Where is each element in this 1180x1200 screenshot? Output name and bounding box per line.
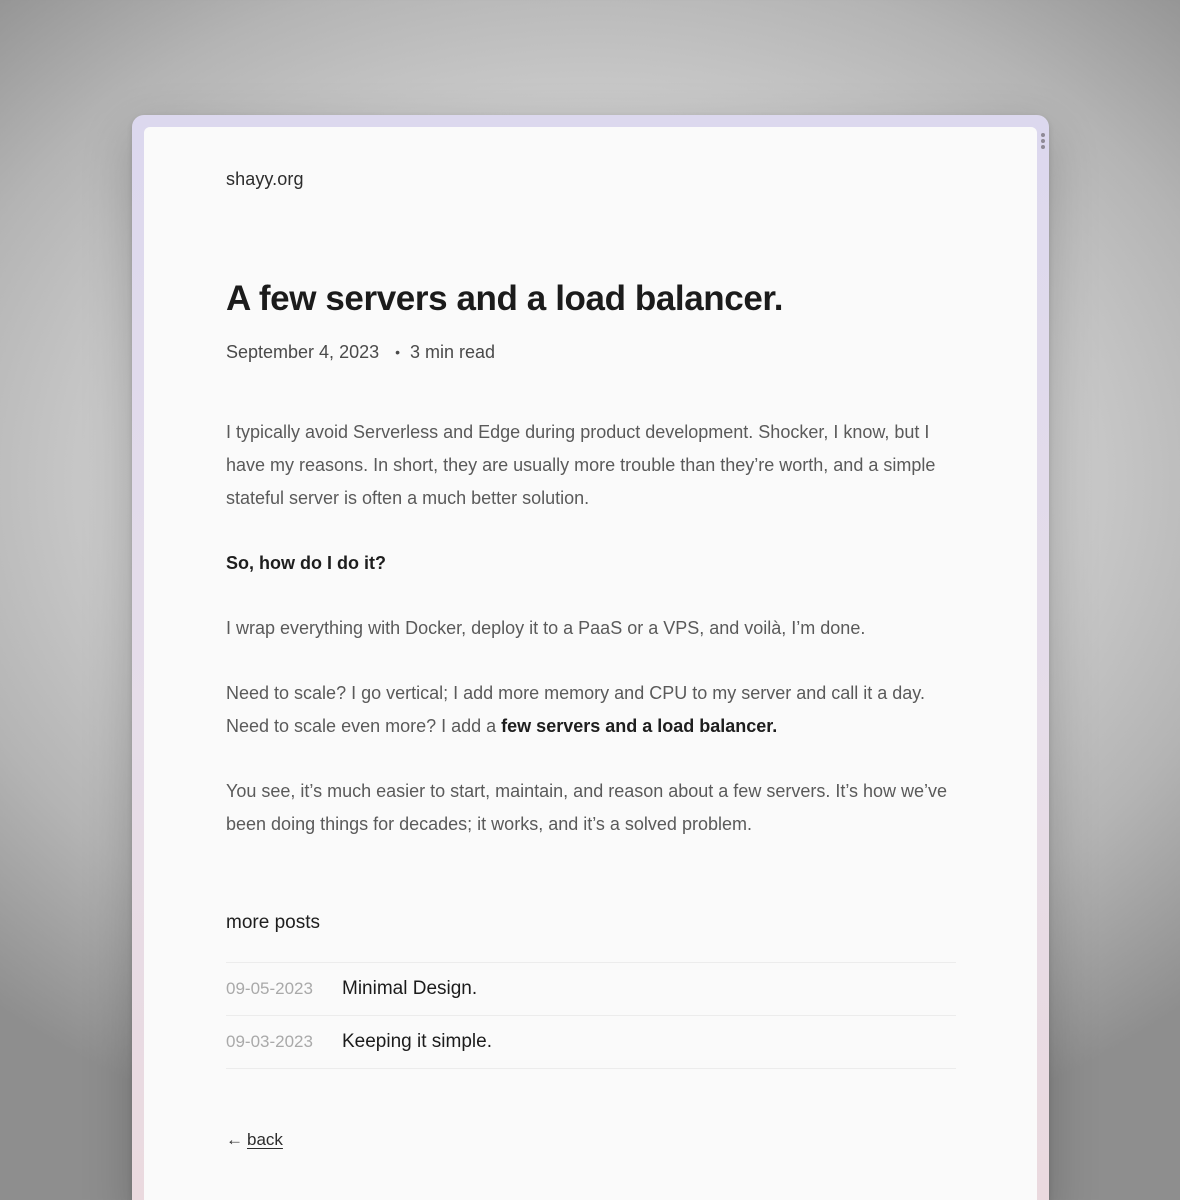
list-item[interactable]: [226, 963, 956, 1016]
paragraph-intro: I typically avoid Serverless and Edge during product development. Shocker, I know, but I have my reasons. In short, they are usually more trouble than they’re worth, and a simple stateful server is often a much better solution.: [226, 422, 936, 508]
browser-frame: [132, 115, 1049, 1200]
read-time: 3 min read: [410, 342, 496, 362]
back-link[interactable]: [226, 1130, 283, 1150]
list-item-date: 09-05-2023: [226, 979, 313, 998]
meta-separator: •: [395, 344, 401, 360]
paragraph-conclusion: You see, it’s much easier to start, maintain, and reason about a few servers. It’s how we’ve been doing things for decades; it works, and it’s a solved problem.: [226, 781, 948, 834]
back-link-label[interactable]: back: [247, 1130, 283, 1149]
post-date: September 4, 2023: [226, 342, 380, 362]
paragraph-scale-text: Need to scale? I go vertical; I add more memory and CPU to my server and call it a day. Need to scale even more? I add a: [226, 683, 925, 736]
paragraph-scale: [226, 677, 951, 743]
list-item-title[interactable]: Keeping it simple.: [342, 1031, 492, 1052]
list-item[interactable]: [226, 1016, 956, 1069]
list-item-date: 09-03-2023: [226, 1032, 313, 1051]
more-posts-heading: more posts: [226, 912, 320, 933]
list-item-title[interactable]: Minimal Design.: [342, 978, 478, 999]
site-name-link[interactable]: shayy.org: [226, 169, 304, 189]
post-meta: [226, 342, 495, 363]
post-title: A few servers and a load balancer.: [226, 279, 784, 318]
more-options-icon[interactable]: [1041, 133, 1047, 151]
subheading: So, how do I do it?: [226, 553, 386, 573]
paragraph-scale-bold: few servers and a load balancer.: [501, 716, 778, 736]
more-posts-list: [226, 962, 956, 1069]
page-window: [144, 127, 1037, 1200]
arrow-left-icon: ←: [226, 1130, 243, 1149]
paragraph-docker: I wrap everything with Docker, deploy it to a PaaS or a VPS, and voilà, I’m done.: [226, 618, 866, 638]
